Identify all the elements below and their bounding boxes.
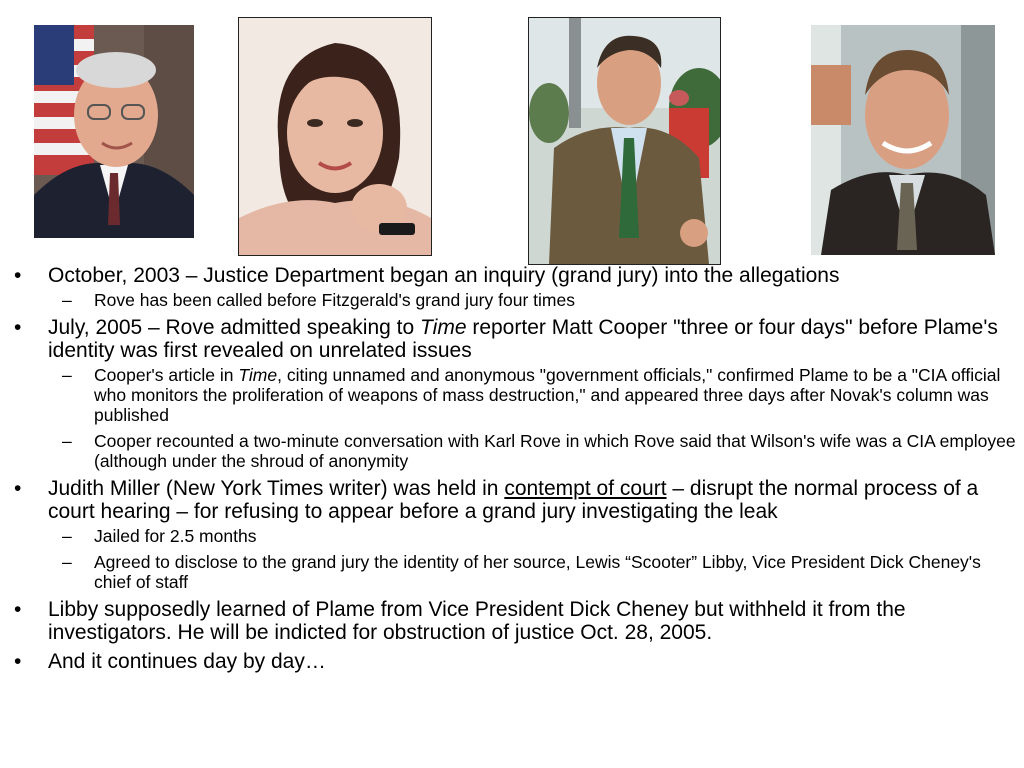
- sub-item-3-2: [10, 552, 1020, 592]
- bullet-item-5: [10, 650, 1020, 673]
- bullet-list: [10, 264, 1020, 676]
- bullet-text-part: Judith Miller (New York Times writer) was held in: [48, 477, 505, 500]
- sub-text: Jailed for 2.5 months: [94, 526, 257, 546]
- bullet-marker: •: [14, 264, 22, 287]
- sub-text: Cooper recounted a two-minute conversation with Karl Rove in which Rove said that Wilson's wife was a CIA employee (although under the shroud of anonymity: [94, 431, 1016, 471]
- magazine-name-italic: Time: [420, 316, 467, 339]
- sub-item-1-1: [10, 290, 1020, 310]
- bullet-item-3: [10, 477, 1020, 523]
- sub-item-2-2: [10, 431, 1020, 471]
- bullet-text-part: reporter Matt Cooper "three or four days" before Plame's identity was first revealed on unrelated issues: [48, 316, 998, 362]
- portrait-photo-4: [811, 25, 995, 255]
- dash-marker: –: [62, 526, 72, 546]
- bullet-text: Libby supposedly learned of Plame from Vice President Dick Cheney but withheld it from the investigators. He will be indicted for obstruction of justice Oct. 28, 2005.: [48, 598, 906, 644]
- sub-text-part: , citing unnamed and anonymous "government officials," confirmed Plame to be a "CIA official who monitors the proliferation of weapons of mass destruction," and appeared three days after Novak's column was published: [94, 365, 1001, 425]
- bullet-text: October, 2003 – Justice Department began an inquiry (grand jury) into the allegations: [48, 264, 840, 287]
- bullet-item-4: [10, 598, 1020, 644]
- bullet-text: And it continues day by day…: [48, 650, 326, 673]
- portrait-photo-2: [239, 18, 431, 255]
- dash-marker: –: [62, 365, 72, 385]
- bullet-marker: •: [14, 650, 22, 673]
- bullet-marker: •: [14, 316, 22, 339]
- sub-text: Rove has been called before Fitzgerald's grand jury four times: [94, 290, 575, 310]
- portrait-photo-3: [529, 18, 720, 264]
- dash-marker: –: [62, 431, 72, 451]
- sub-text: Agreed to disclose to the grand jury the identity of her source, Lewis “Scooter” Libby, Vice President Dick Cheney's chief of staff: [94, 552, 981, 592]
- bullet-text-part: – disrupt the normal process of a court hearing – for refusing to appear before a grand jury investigating the leak: [48, 477, 979, 523]
- bullet-item-1: [10, 264, 1020, 287]
- sub-text-part: Cooper's article in: [94, 365, 239, 385]
- bullet-text-part: July, 2005 – Rove admitted speaking to: [48, 316, 421, 339]
- sub-item-3-1: [10, 526, 1020, 546]
- bullet-marker: •: [14, 477, 22, 500]
- sub-item-2-1: [10, 365, 1020, 425]
- magazine-name-italic: Time: [238, 365, 278, 385]
- contempt-of-court-link[interactable]: contempt of court: [504, 477, 667, 500]
- dash-marker: –: [62, 290, 72, 310]
- bullet-marker: •: [14, 598, 22, 621]
- dash-marker: –: [62, 552, 72, 572]
- bullet-item-2: [10, 316, 1020, 362]
- portrait-photo-1: [34, 25, 194, 238]
